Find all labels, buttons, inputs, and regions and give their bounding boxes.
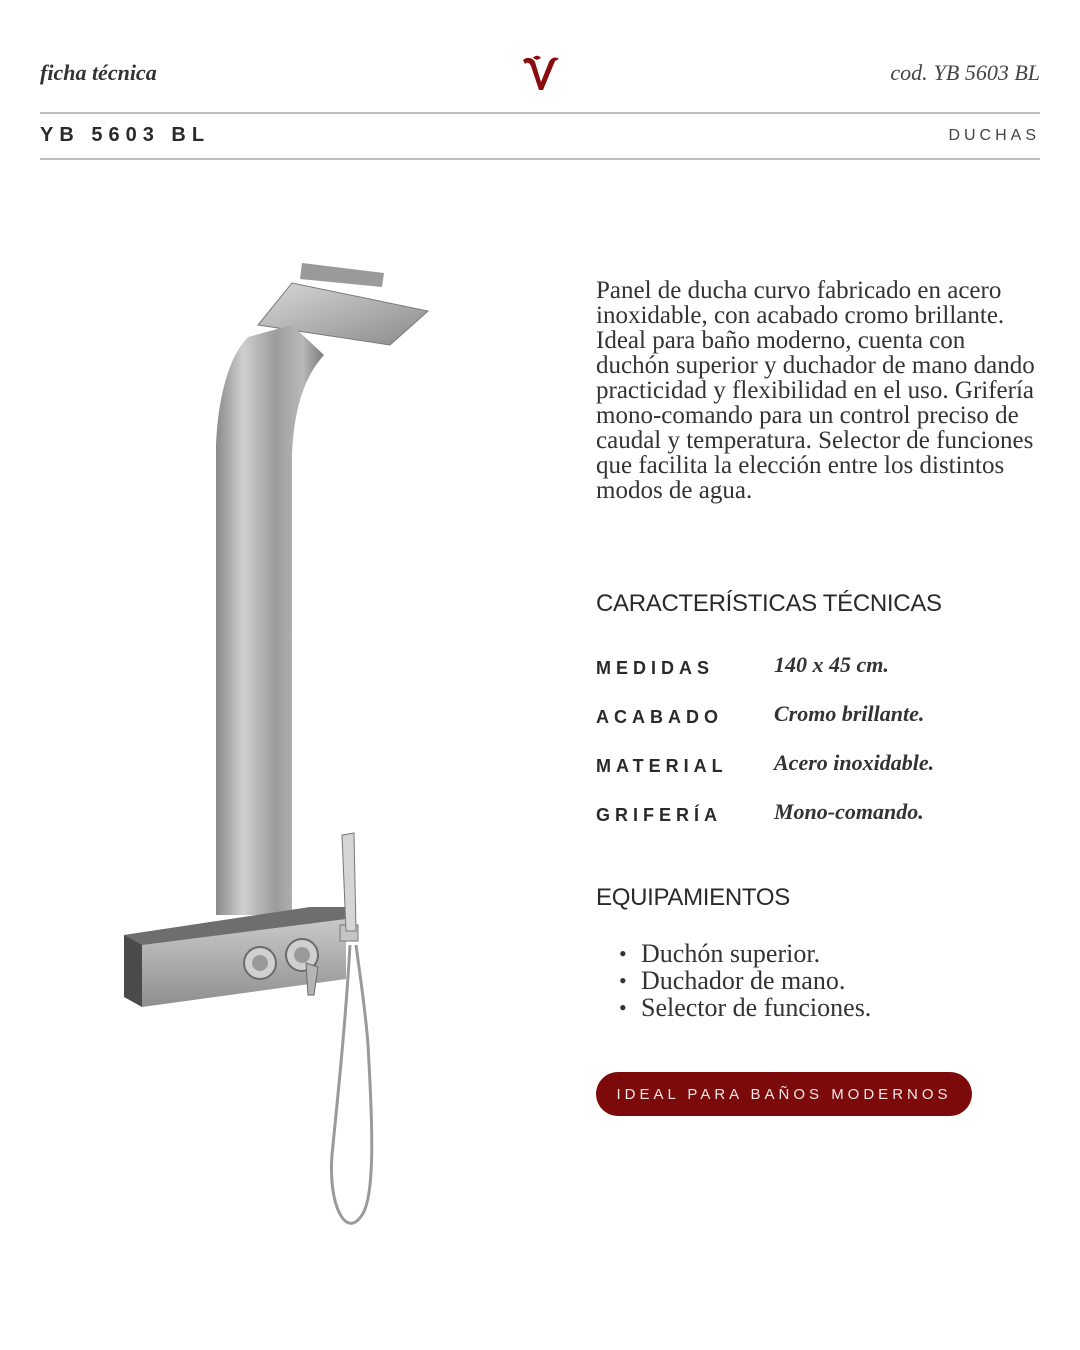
spec-label: MEDIDAS [596, 658, 715, 678]
brand-v-logo-icon [519, 52, 561, 94]
spec-label: MATERIAL [596, 756, 728, 776]
category-label: DUCHAS [948, 127, 1040, 144]
spec-row-medidas [596, 650, 1036, 699]
spec-value: Acero inoxidable. [774, 750, 935, 775]
spec-value: 140 x 45 cm. [774, 652, 889, 677]
equipment-item: Selector de funciones. [641, 993, 872, 1022]
doc-type-label: ficha técnica [40, 60, 157, 85]
equipment-item: Duchón superior. [641, 939, 821, 968]
spec-value: Mono-comando. [774, 799, 924, 824]
code-value: YB 5603 BL [933, 60, 1040, 85]
model-name: YB 5603 BL [40, 124, 211, 146]
list-item [619, 993, 872, 1022]
product-code [890, 60, 1040, 86]
header-divider [40, 112, 1040, 114]
ideal-modern-bathrooms-button[interactable]: IDEAL PARA BAÑOS MODERNOS [596, 1072, 972, 1116]
subheader-divider [40, 158, 1040, 160]
specs-table [596, 650, 1036, 846]
spec-row-griferia [596, 797, 1036, 846]
list-item [619, 966, 871, 995]
equipment-title: EQUIPAMIENTOS [596, 884, 790, 911]
code-prefix: cod. [890, 60, 928, 85]
bullet-icon: • [619, 995, 627, 1020]
bullet-icon: • [619, 941, 627, 966]
list-item [619, 939, 871, 968]
product-description: Panel de ducha curvo fabricado en acero inoxidable, con acabado cromo brillante. Ideal para baño moderno, cuenta con duchón superior y duchador de mano dando practicidad y flexibilidad en el uso. Grifería mono-comando para un control preciso de caudal y temperatura. Selector de funciones que facilita la elección entre los distintos modos de agua. [596, 277, 1035, 504]
spec-row-acabado [596, 699, 1036, 748]
spec-row-material [596, 748, 1036, 797]
equipment-list [596, 940, 871, 1021]
specs-title: CARACTERÍSTICAS TÉCNICAS [596, 590, 942, 617]
spec-value: Cromo brillante. [774, 701, 925, 726]
spec-label: GRIFERÍA [596, 805, 723, 825]
shower-panel-image [110, 255, 450, 1240]
bullet-icon: • [619, 968, 627, 993]
spec-label: ACABADO [596, 707, 723, 727]
equipment-item: Duchador de mano. [641, 966, 846, 995]
